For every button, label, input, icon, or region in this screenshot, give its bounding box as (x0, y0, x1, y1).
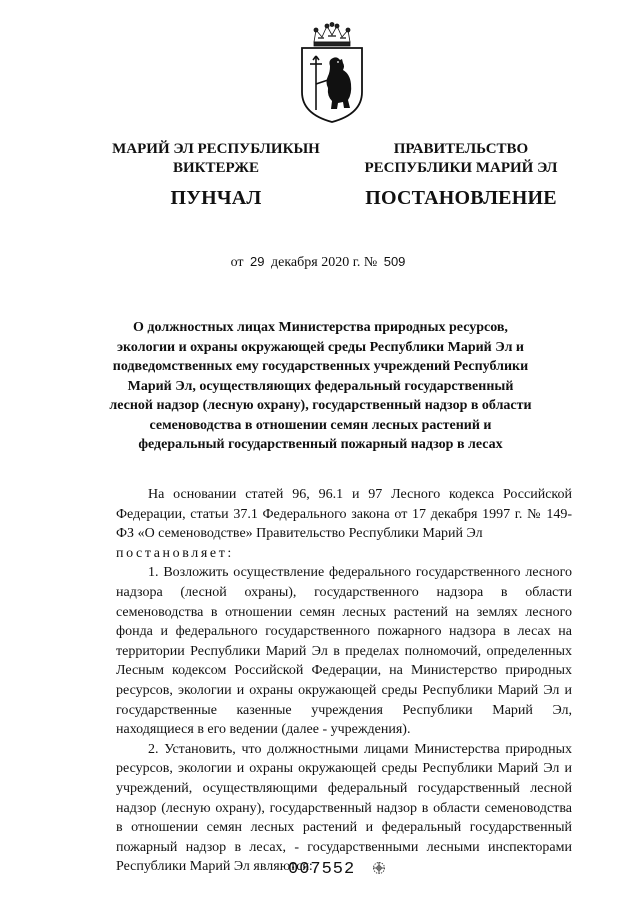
serial-number: 007552 (288, 860, 356, 879)
resolves-word: постановляет: (116, 545, 234, 561)
header-left-block (96, 140, 336, 212)
document-body (116, 485, 572, 877)
date-month-year: декабря 2020 г. № (270, 255, 378, 270)
resolves-paragraph (116, 544, 572, 564)
item-1-paragraph: 1. Возложить осуществление федерального государственного лесного надзора (лесной охраны), государственного надзора в области семеноводства в отношении семян лесных растений на землях лесного фонда и федерального государственного пожарного надзора в лесах на территории Республики Марий Эл в пределах полномочий, определенных Лесным кодексом Российской Федерации, на Министерство природных ресурсов, экологии и охраны окружающей среды Республики Марий Эл и государственные казенные учреждения Республики Марий Эл, находящиеся в его ведении (далее - учреждения). (116, 565, 572, 738)
header-left-line1: МАРИЙ ЭЛ РЕСПУБЛИКЫН (112, 141, 320, 157)
item-2-paragraph: 2. Установить, что должностными лицами Министерства природных ресурсов, экологии и охраны окружающей среды Республики Марий Эл и учреждений, осуществляющими федеральный государственный лесной надзор (лесную охрану), государственный надзор в области семеноводства в отношении семян лесных растений и федеральный государственный пожарный надзор в лесах, - государственными лесными инспекторами Республики Марий Эл являются: (116, 741, 572, 875)
header-left-line2: ВИКТЕРЖЕ (172, 160, 260, 176)
date-prefix: от (230, 255, 244, 270)
header-right-block (352, 140, 570, 212)
snowflake-ornament-icon (372, 861, 386, 875)
date-day: 29 (250, 254, 265, 269)
coat-of-arms-emblem (294, 22, 370, 124)
document-date-line (0, 254, 639, 271)
preamble-paragraph (116, 485, 572, 544)
crown-icon (314, 23, 350, 47)
preamble-text: На основании статей 96, 96.1 и 97 Лесного кодекса Российской Федерации, статьи 37.1 Федерального закона от 17 декабря 1997 г. № 149-ФЗ «О семеноводстве» Правительство Республики Марий Эл (116, 487, 572, 542)
header-right-line1: ПРАВИТЕЛЬСТВО (393, 141, 529, 157)
header-left-doc-type: ПУНЧАЛ (170, 187, 262, 209)
header-right-doc-type: ПОСТАНОВЛЕНИЕ (365, 187, 557, 209)
document-title: О должностных лицах Министерства природных ресурсов, экологии и охраны окружающей среды Республики Марий Эл и подведомственных ему государственных учреждений Республики Марий Эл, осуществляющих федеральный государственный лесной надзор (лесную охрану), государственный надзор в области семеноводства в отношении семян лесных растений и федеральный государственный пожарный надзор в лесах (109, 320, 532, 452)
header-right-line2: РЕСПУБЛИКИ МАРИЙ ЭЛ (364, 160, 558, 176)
document-number: 509 (383, 254, 406, 269)
